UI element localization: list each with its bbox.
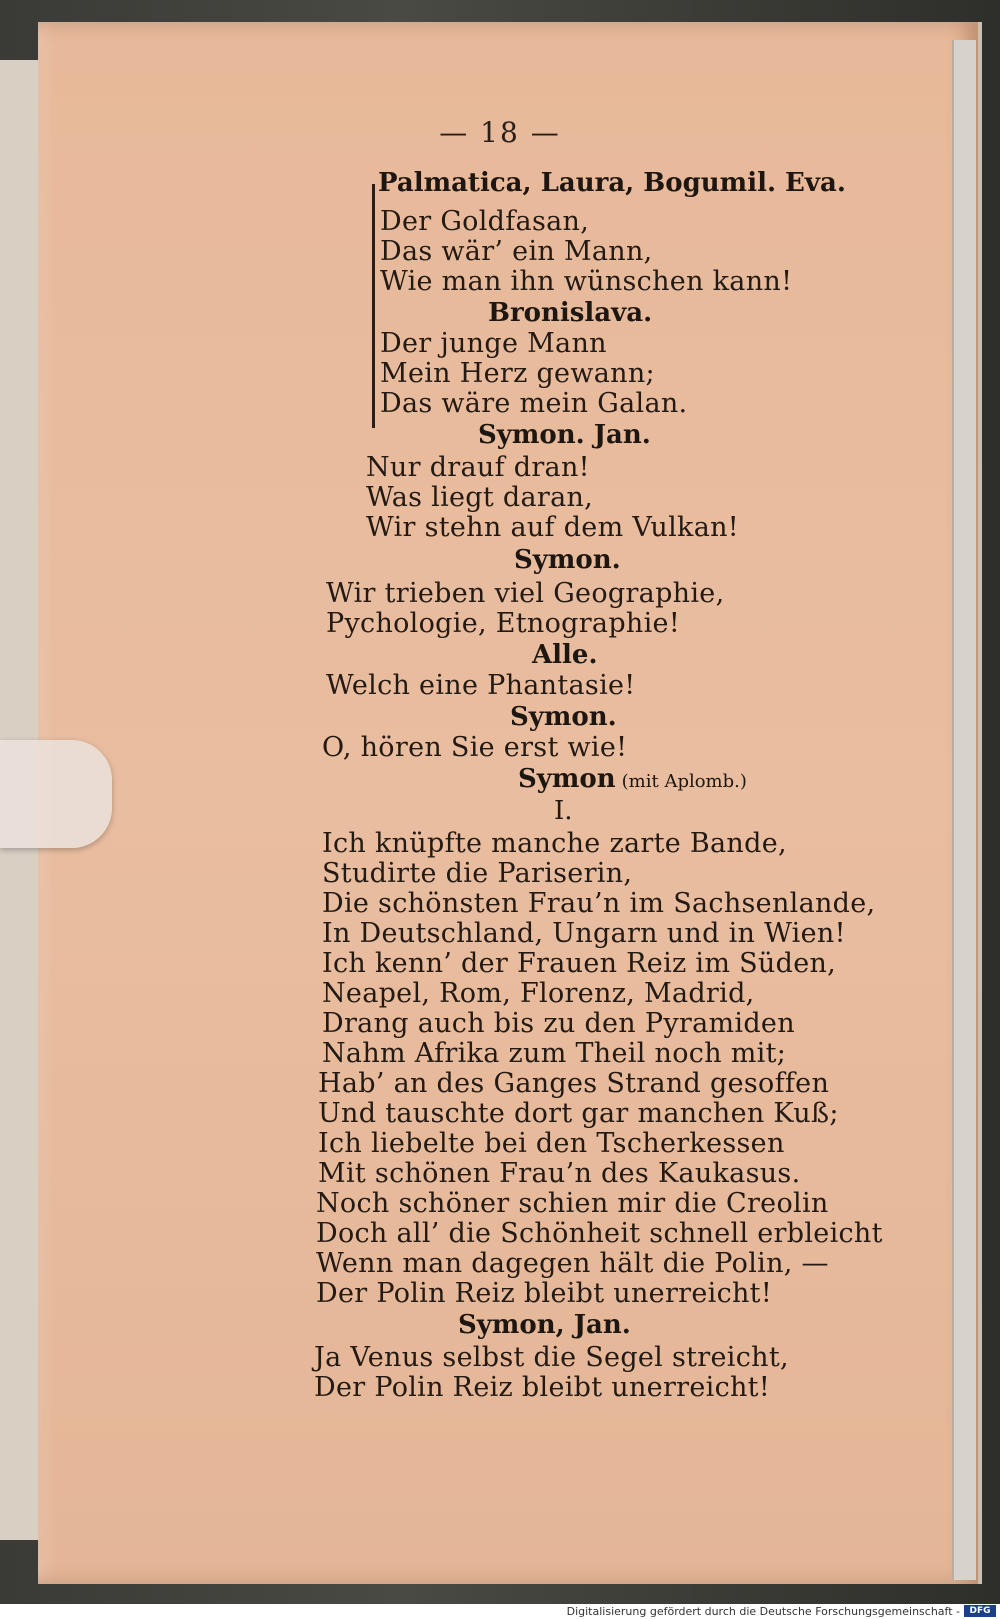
speaker-heading: Symon. (510, 702, 617, 732)
speaker-heading: Palmatica, Laura, Bogumil. Eva. (378, 168, 846, 198)
page-edge-right (952, 40, 976, 1580)
verse-line: Doch all’ die Schönheit schnell erbleicht (316, 1218, 883, 1249)
verse-line: Ich liebelte bei den Tscherkessen (318, 1128, 785, 1159)
speaker-bracket (372, 184, 375, 428)
verse-line: Mein Herz gewann; (380, 358, 655, 389)
speaker-heading: Symon, Jan. (458, 1310, 631, 1340)
verse-line: Mit schönen Frau’n des Kaukasus. (318, 1158, 801, 1189)
dfg-logo: DFG (964, 1605, 996, 1617)
verse-line: Welch eine Phantasie! (326, 670, 636, 701)
verse-line: Drang auch bis zu den Pyramiden (322, 1008, 795, 1039)
verse-line: Studirte die Pariserin, (322, 858, 633, 889)
verse-line: Der Polin Reiz bleibt unerreicht! (316, 1278, 772, 1309)
verse-line: Pychologie, Etnographie! (326, 608, 680, 639)
speaker-heading: Bronislava. (488, 298, 653, 328)
verse-numeral: I. (554, 796, 573, 826)
speaker-heading (518, 764, 747, 794)
verse-line: Was liegt daran, (366, 482, 594, 513)
speaker-heading: Symon. Jan. (478, 420, 651, 450)
verse-line: Wir trieben viel Geographie, (326, 578, 725, 609)
verse-line: Die schönsten Frau’n im Sachsenlande, (322, 888, 876, 919)
verse-line: Das wär’ ein Mann, (380, 236, 653, 267)
verse-line: Noch schöner schien mir die Creolin (316, 1188, 829, 1219)
verse-line: Ich kenn’ der Frauen Reiz im Süden, (322, 948, 837, 979)
page-tab (0, 740, 112, 848)
page-number: — 18 — (439, 116, 561, 149)
verse-line: Ja Venus selbst die Segel streicht, (314, 1342, 789, 1373)
verse-line: Wir stehn auf dem Vulkan! (366, 512, 739, 543)
verse-line: Und tauschte dort gar manchen Kuß; (318, 1098, 839, 1129)
verse-line: Hab’ an des Ganges Strand gesoffen (318, 1068, 830, 1099)
verse-line: Das wäre mein Galan. (380, 388, 688, 419)
verse-line: In Deutschland, Ungarn und in Wien! (322, 918, 846, 949)
verse-line: Nahm Afrika zum Theil noch mit; (322, 1038, 787, 1069)
verse-line: Der junge Mann (380, 328, 607, 359)
footer-credit: Digitalisierung gefördert durch die Deutsche Forschungsgemeinschaft - (566, 1605, 960, 1618)
verse-line: Neapel, Rom, Florenz, Madrid, (322, 978, 755, 1009)
verse-line: Der Polin Reiz bleibt unerreicht! (314, 1372, 770, 1403)
speaker-heading: Alle. (532, 640, 598, 670)
verse-line: Wie man ihn wünschen kann! (380, 266, 793, 297)
verse-line: Der Goldfasan, (380, 206, 590, 237)
stage-direction: (mit Aplomb.) (621, 771, 747, 792)
speaker-name: Symon (518, 764, 616, 794)
verse-line: Ich knüpfte manche zarte Bande, (322, 828, 787, 859)
speaker-heading: Symon. (514, 545, 621, 575)
verse-line: O, hören Sie erst wie! (322, 732, 628, 763)
verse-line: Wenn man dagegen hält die Polin, — (316, 1248, 829, 1279)
verse-line: Nur drauf dran! (366, 452, 590, 483)
